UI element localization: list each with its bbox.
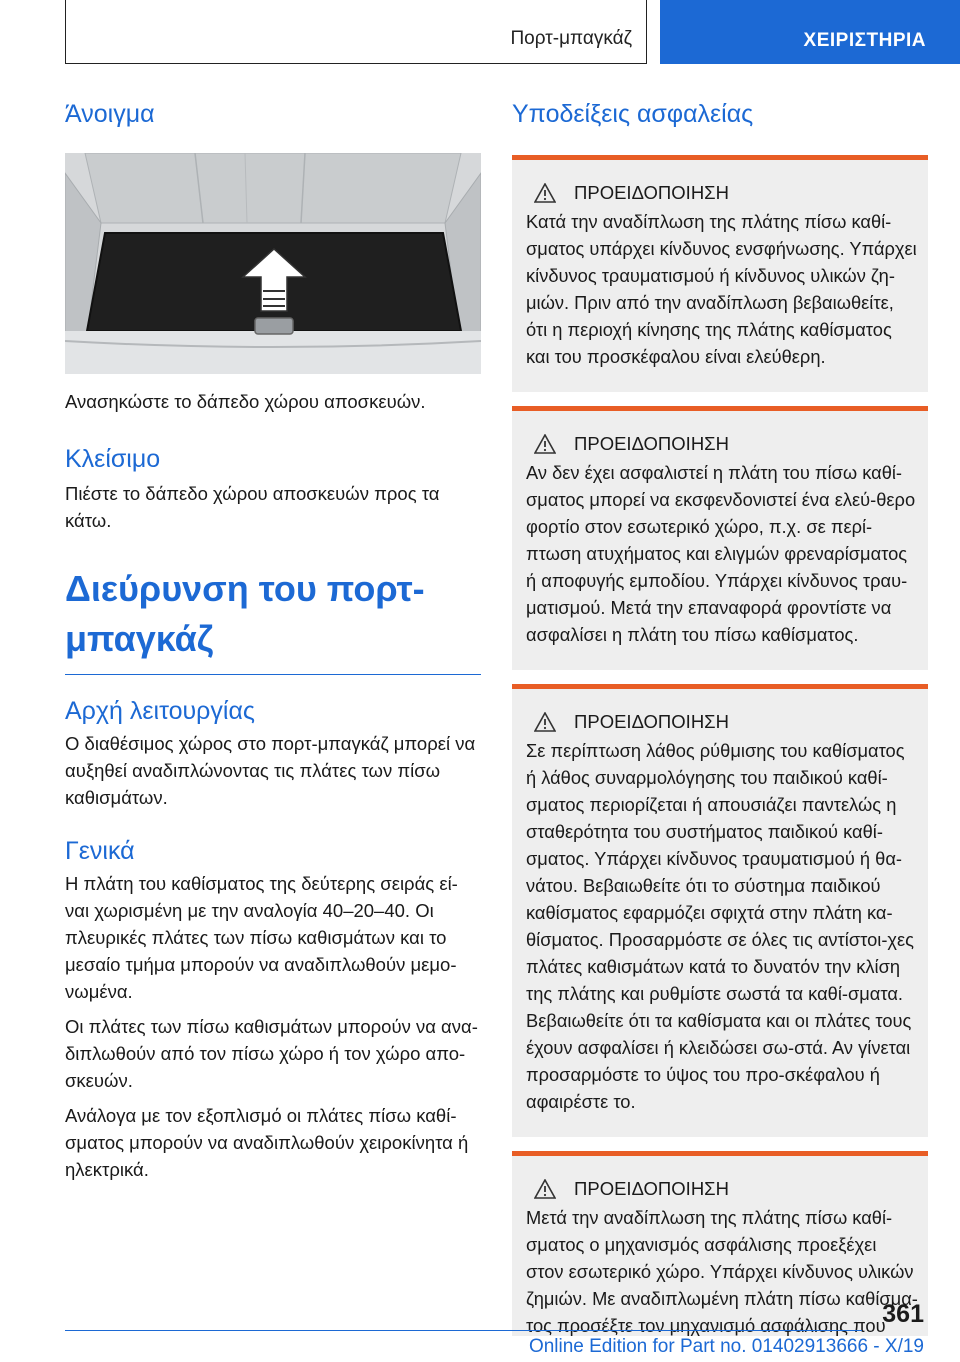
opening-caption: Ανασηκώστε το δάπεδο χώρου αποσκευών. xyxy=(65,391,426,412)
cargo-floor-illustration xyxy=(65,153,481,374)
heading-expand xyxy=(65,564,481,664)
heading-closing: Κλείσιμο xyxy=(65,445,161,473)
cargo-floor-drawing xyxy=(65,153,481,374)
warning-text: Μετά την αναδίπλωση της πλάτης πίσω καθί-σματος ο μηχανισμός ασφάλισης προεξέχει στον εσωτερικό χώρο. Υπάρχει κίνδυνος υλικών ζημιών. Με αναδιπλωμένη πλάτη πίσω καθίσμα-τος προσέξτε τον μηχανισμό ασφάλισης που xyxy=(526,1207,918,1336)
closing-text: Πιέστε το δάπεδο χώρου αποσκευών προς τα κάτω. xyxy=(65,483,440,531)
warning-box xyxy=(512,160,928,392)
warning-box xyxy=(512,1156,928,1336)
warning-text: Κατά την αναδίπλωση της πλάτης πίσω καθί-σματος υπάρχει κίνδυνος ενσφήνωσης. Υπάρχει κίνδυνος τραυματισμού ή κίνδυνος υλικών ζη-μιών. Πριν από την αναδίπλωση βεβαιωθείτε, ότι η περιοχή κίνησης της πλάτης καθίσματος και του προσκέφαλου είναι ελεύθερη. xyxy=(526,211,917,367)
heading-expand-line1: Διεύρυνση του πορτ- xyxy=(65,568,425,609)
warning-box xyxy=(512,411,928,670)
warning-triangle-icon xyxy=(534,183,556,203)
left-column xyxy=(65,100,481,1183)
footer-divider xyxy=(65,1330,862,1331)
general-paragraph-2: Οι πλάτες των πίσω καθισμάτων μπορούν να ανα-διπλωθούν από τον πίσω χώρο ή τον χώρο απο-σκευών. xyxy=(65,1016,478,1091)
heading-safety: Υποδείξεις ασφαλείας xyxy=(512,100,754,128)
right-column xyxy=(512,100,928,1336)
warning-triangle-icon xyxy=(534,1179,556,1199)
header-section-box xyxy=(65,0,647,64)
warning-triangle-icon xyxy=(534,712,556,732)
heading-principle: Αρχή λειτουργίας xyxy=(65,697,255,725)
header-section-title: Πορτ-μπαγκάζ xyxy=(510,28,632,49)
page-number: 361 xyxy=(882,1300,924,1328)
warning-title: ΠΡΟΕΙΔΟΠΟΙΗΣΗ xyxy=(574,433,729,454)
warning-triangle-icon xyxy=(534,434,556,454)
footer-edition: Online Edition for Part no. 01402913666 - X/19 xyxy=(528,1336,924,1357)
warning-title: ΠΡΟΕΙΔΟΠΟΙΗΣΗ xyxy=(574,711,729,732)
heading-general: Γενικά xyxy=(65,837,135,865)
warning-box xyxy=(512,689,928,1137)
heading-opening: Άνοιγμα xyxy=(65,100,155,128)
header-chapter-title: ΧΕΙΡΙΣΤΗΡΙΑ xyxy=(803,30,926,51)
warning-title: ΠΡΟΕΙΔΟΠΟΙΗΣΗ xyxy=(574,182,729,203)
header-chapter-tab xyxy=(660,0,960,64)
general-paragraph-1: Η πλάτη του καθίσματος της δεύτερης σειράς εί-ναι χωρισμένη με την αναλογία 40–20–40. Οι πλευρικές πλάτες των πίσω καθισμάτων και το μεσαίο τμήμα μπορούν να αναδιπλωθούν μεμο-νωμένα. xyxy=(65,873,458,1002)
warning-text: Σε περίπτωση λάθος ρύθμισης του καθίσματος ή λάθος συναρμολόγησης του παιδικού καθί-σματος περιορίζεται ή απουσιάζει παντελώς η σταθερότητα του συστήματος παιδικού καθί-σματος. Υπάρχει κίνδυνος τραυματισμού ή θα-νάτου. Βεβαιωθείτε ότι το σύστημα παιδικού καθίσματος εφαρμόζει σφιχτά στην πλάτη κα-θίσματος. Προσαρμόστε σε όλες τις αντίστοι-χες πλάτες καθισμάτων κατά το δυνατόν την κλίση της πλάτης και ρυθμίστε σωστά τα καθί-σματα. Βεβαιωθείτε ότι τα καθίσματα και οι πλάτες τους έχουν ασφαλίσει ή κλειδώσει σω-στά. Αν γίνεται προσαρμόστε το ύψος του προ-σκέφαλου ή αφαιρέστε το. xyxy=(526,740,914,1112)
section-divider xyxy=(65,674,481,675)
general-paragraph-3: Ανάλογα με τον εξοπλισμό οι πλάτες πίσω καθί-σματος μπορούν να αναδιπλωθούν χειροκίνητα ή ηλεκτρικά. xyxy=(65,1105,469,1180)
warning-title: ΠΡΟΕΙΔΟΠΟΙΗΣΗ xyxy=(574,1178,729,1199)
heading-expand-line2: μπαγκάζ xyxy=(65,618,214,659)
principle-text: Ο διαθέσιμος χώρος στο πορτ-μπαγκάζ μπορεί να αυξηθεί αναδιπλώνοντας τις πλάτες των πίσω καθισμάτων. xyxy=(65,733,476,808)
warning-text: Αν δεν έχει ασφαλιστεί η πλάτη του πίσω καθί-σματος μπορεί να εκσφενδονιστεί ένα ελεύ-θερο φορτίο στον εσωτερικό χώρο, π.χ. σε περί-πτωση ατυχήματος και ελιγμών φρεναρίσματος ή αποφυγής εμποδίου. Υπάρχει κίνδυνος τραυ-ματισμού. Μετά την επαναφορά φροντίστε να ασφαλίσει η πλάτη του πίσω καθίσματος. xyxy=(526,462,916,645)
